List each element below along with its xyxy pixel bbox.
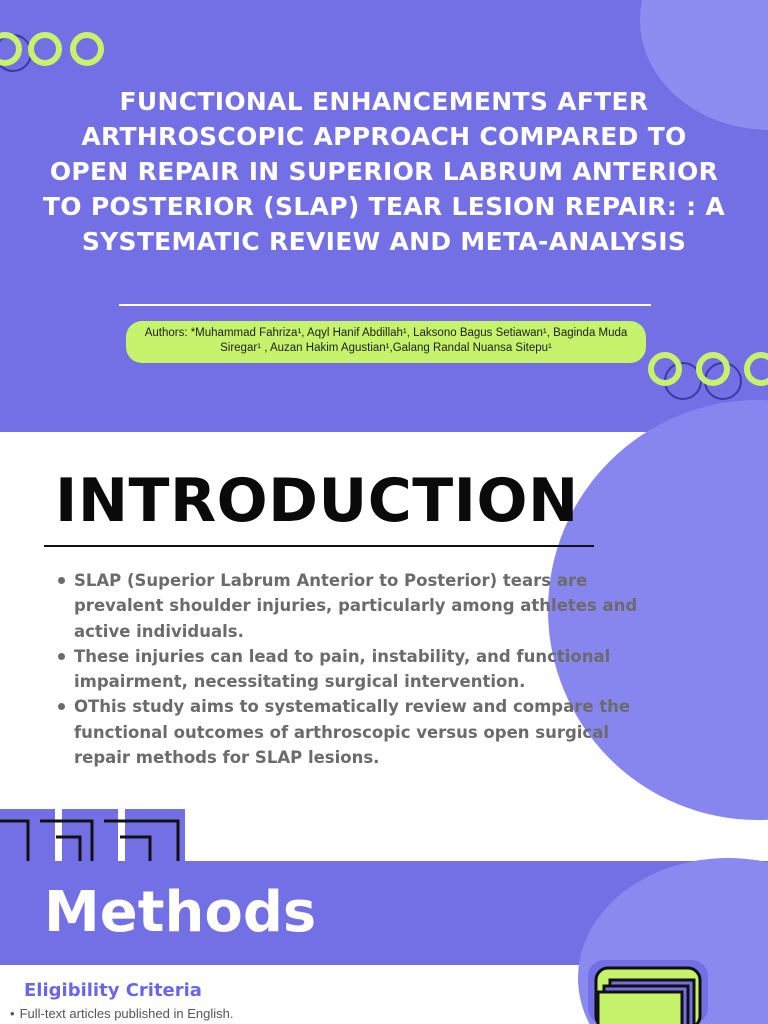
decorative-squares-icon	[0, 807, 200, 867]
introduction-heading: INTRODUCTION	[55, 466, 579, 536]
documents-icon	[588, 960, 708, 1024]
list-item: These injuries can lead to pain, instability, and functional impairment, necessitating surgical intervention.	[56, 644, 646, 695]
poster-title: FUNCTIONAL ENHANCEMENTS AFTER ARTHROSCOPIC APPROACH COMPARED TO OPEN REPAIR IN SUPERIOR LABRUM ANTERIOR TO POSTERIOR (SLAP) TEAR LESION REPAIR: : A SYSTEMATIC REVIEW AND META-ANALYSIS	[42, 87, 726, 256]
eligibility-heading: Eligibility Criteria	[24, 980, 202, 1001]
list-item: • Full-text articles published in English.	[10, 1006, 233, 1021]
authors-badge: Authors: *Muhammad Fahriza¹, Aqyl Hanif Abdillah¹, Laksono Bagus Setiawan¹, Baginda Muda Siregar¹ , Auzan Hakim Agustian¹,Galang Randal Nuansa Sitepu¹	[126, 321, 646, 363]
title-divider	[119, 304, 651, 306]
introduction-divider	[44, 545, 594, 547]
list-item: SLAP (Superior Labrum Anterior to Posterior) tears are prevalent shoulder injuries, particularly among athletes and active individuals.	[56, 568, 646, 644]
list-item: OThis study aims to systematically review and compare the functional outcomes of arthroscopic versus open surgical repair methods for SLAP lesions.	[56, 694, 646, 770]
methods-heading: Methods	[44, 880, 317, 945]
poster-header	[0, 0, 768, 432]
introduction-bullets	[56, 568, 646, 770]
